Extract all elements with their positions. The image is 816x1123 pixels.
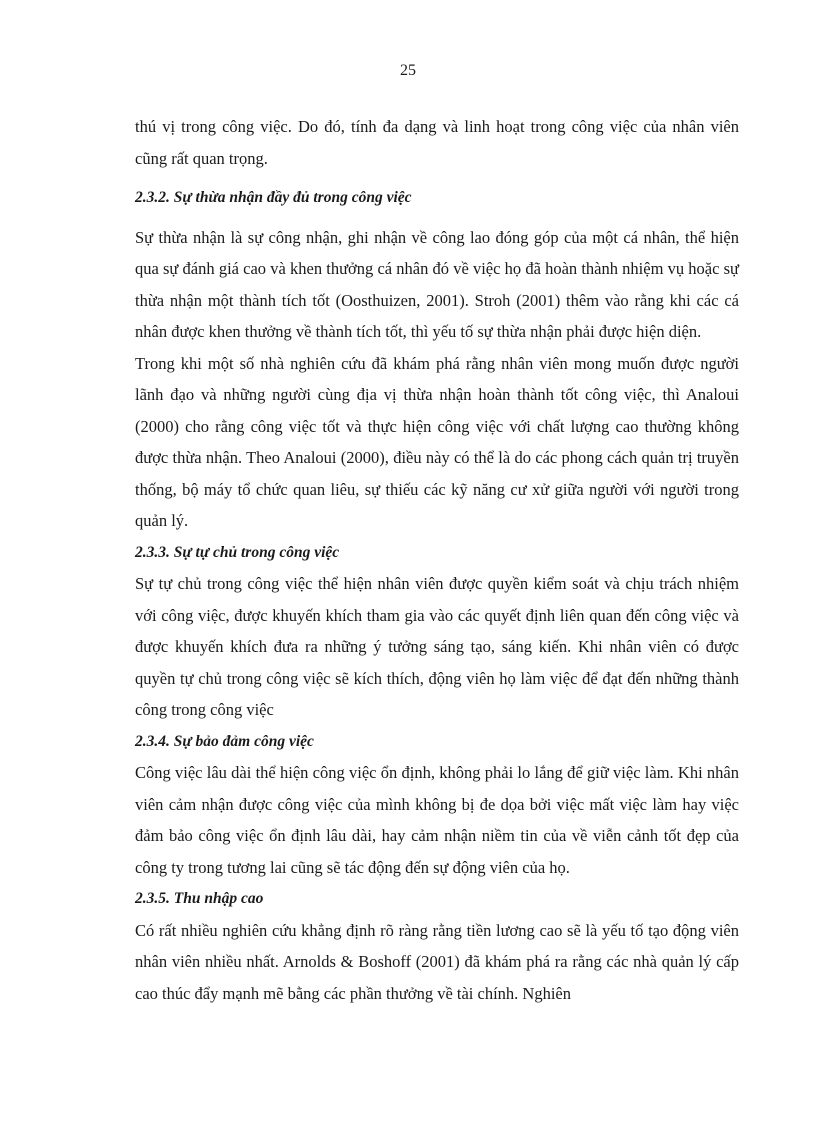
page-number: 25 <box>400 62 416 79</box>
paragraph: Có rất nhiều nghiên cứu khẳng định rõ ràng rằng tiền lương cao sẽ là yếu tố tạo động viên nhân viên nhiều nhất. Arnolds & Boshoff (2001) đã khám phá ra rằng các nhà quản lý cấp cao thúc đẩy mạnh mẽ bằng các phần thưởng về tài chính. Nghiên <box>135 920 739 1003</box>
section-heading: 2.3.2. Sự thừa nhận đầy đủ trong công việc <box>135 189 412 206</box>
paragraph: Sự tự chủ trong công việc thể hiện nhân viên được quyền kiểm soát và chịu trách nhiệm với công việc, được khuyến khích tham gia vào các quyết định liên quan đến công việc và được khuyến khích đưa ra những ý tưởng sáng tạo, sáng kiến. Khi nhân viên có được quyền tự chủ trong công việc sẽ kích thích, động viên họ làm việc để đạt đến những thành công trong công việc <box>135 574 739 719</box>
paragraph: thú vị trong công việc. Do đó, tính đa dạng và linh hoạt trong công việc của nhân viên cũng rất quan trọng. <box>135 117 739 168</box>
paragraph: Sự thừa nhận là sự công nhận, ghi nhận về công lao đóng góp của một cá nhân, thể hiện qua sự đánh giá cao và khen thưởng cá nhân đó về việc họ đã hoàn thành nhiệm vụ hoặc sự thừa nhận một thành tích tốt (Oosthuizen, 2001). Stroh (2001) thêm vào rằng khi các cá nhân được khen thưởng về thành tích tốt, thì yếu tố sự thừa nhận phải được hiện diện. <box>135 227 739 341</box>
document-body <box>135 111 739 1009</box>
section-heading: 2.3.3. Sự tự chủ trong công việc <box>135 543 340 561</box>
paragraph: Trong khi một số nhà nghiên cứu đã khám phá rằng nhân viên mong muốn được người lãnh đạo và những người cùng địa vị thừa nhận hoàn thành tốt công việc, thì Analoui (2000) cho rằng công việc tốt và thực hiện công việc với chất lượng cao thường không được thừa nhận. Theo Analoui (2000), điều này có thể là do các phong cách quản trị truyền thống, bộ máy tổ chức quan liêu, sự thiếu các kỹ năng cư xử giữa người với người trong quản lý. <box>135 353 739 530</box>
section-heading: 2.3.5. Thu nhập cao <box>135 890 264 907</box>
section-heading: 2.3.4. Sự bảo đảm công việc <box>135 732 314 750</box>
paragraph: Công việc lâu dài thể hiện công việc ổn định, không phải lo lắng để giữ việc làm. Khi nhân viên cảm nhận được công việc của mình không bị đe dọa bởi việc mất việc làm hay việc đảm bảo công việc ổn định lâu dài, hay cảm nhận niềm tin của về viễn cảnh tốt đẹp của công ty trong tương lai cũng sẽ tác động đến sự động viên của họ. <box>135 763 739 877</box>
